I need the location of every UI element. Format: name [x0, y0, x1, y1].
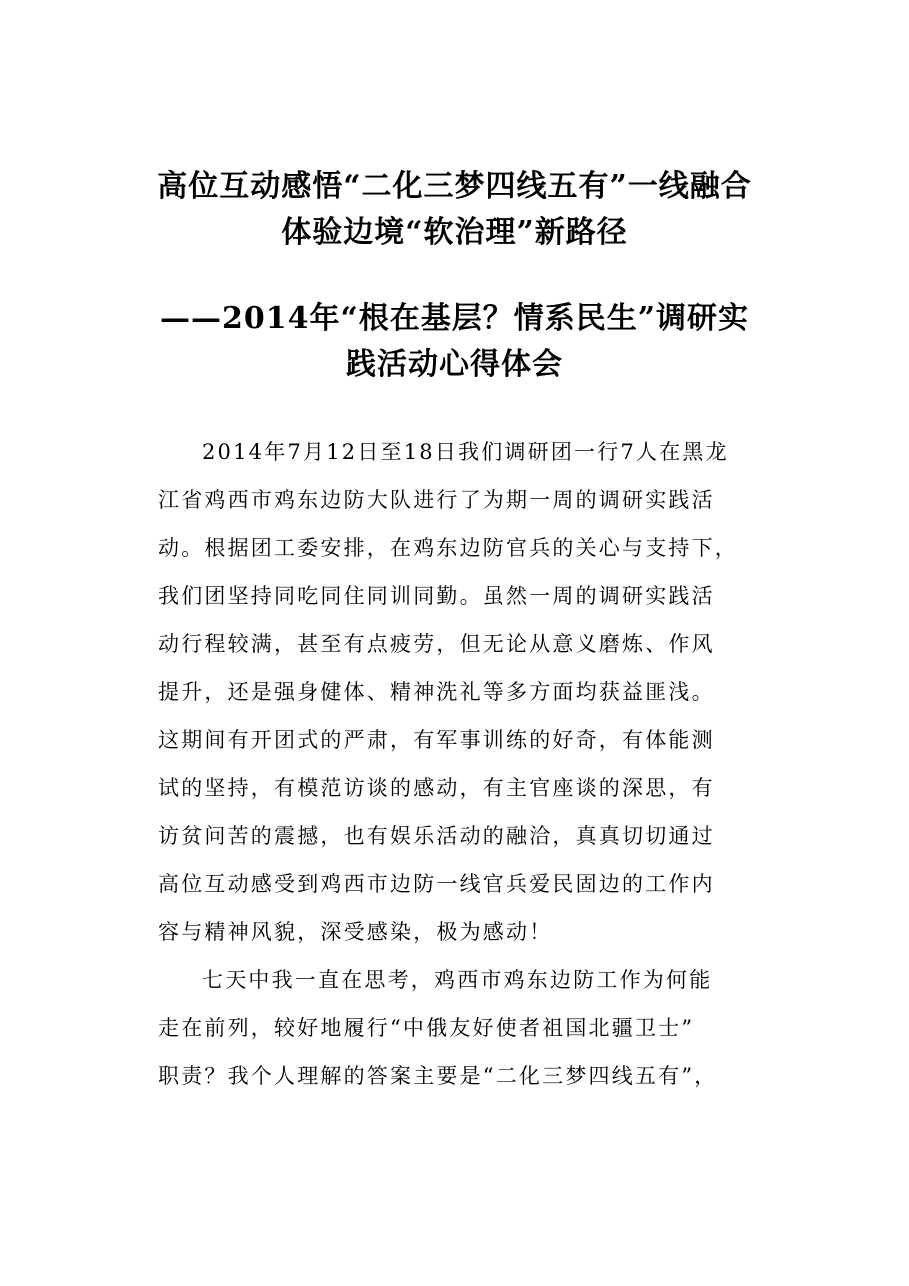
document-title: [0, 164, 909, 256]
subtitle-line: 践活动心得体会: [346, 347, 563, 382]
paragraph-line: 职责？我个人理解的答案主要是“二化三梦四线五有”，: [158, 1064, 718, 1088]
paragraph-line: 容与精神风貌，深受感染，极为感动！: [158, 920, 553, 944]
paragraph-line: 走在前列，较好地履行“中俄友好使者祖国北疆卫士”: [158, 1016, 695, 1040]
paragraph-line: 江省鸡西市鸡东边防大队进行了为期一周的调研实践活: [158, 488, 715, 512]
paragraph-line: 提升，还是强身健体、精神洗礼等多方面均获益匪浅。: [158, 680, 715, 704]
body-text: [158, 428, 768, 1100]
paragraph-line: 2014年7月12日至18日我们调研团一行7人在黑龙: [202, 440, 729, 464]
subtitle-line: ——2014年“根在基层？情系民生”调研实: [159, 301, 749, 336]
title-line: 体验边境“软治理”新路径: [281, 215, 628, 250]
paragraph-line: 我们团坚持同吃同住同训同勤。虽然一周的调研实践活: [158, 584, 715, 608]
document-subtitle: [0, 296, 909, 388]
paragraph-line: 这期间有开团式的严肃，有军事训练的好奇，有体能测: [158, 728, 715, 752]
paragraph-line: 七天中我一直在思考，鸡西市鸡东边防工作为何能: [202, 968, 713, 992]
paragraph-line: 试的坚持，有模范访谈的感动，有主官座谈的深思，有: [158, 776, 715, 800]
paragraph-line: 动。根据团工委安排，在鸡东边防官兵的关心与支持下，: [158, 536, 738, 560]
paragraph-line: 访贫问苦的震撼，也有娱乐活动的融洽，真真切切通过: [158, 824, 715, 848]
title-line: 高位互动感悟“二化三梦四线五有”一线融合: [157, 169, 752, 204]
paragraph-line: 动行程较满，甚至有点疲劳，但无论从意义磨炼、作风: [158, 632, 715, 656]
paragraph-line: 高位互动感受到鸡西市边防一线官兵爱民固边的工作内: [158, 872, 715, 896]
